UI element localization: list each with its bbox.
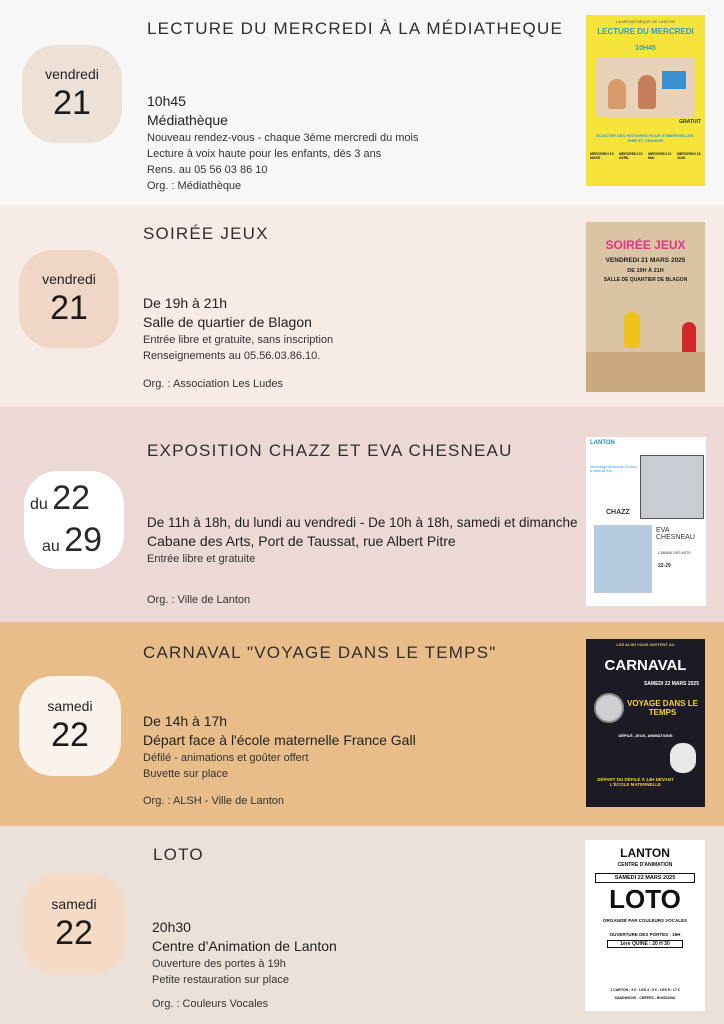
poster-town: LANTON bbox=[620, 846, 670, 860]
poster-organizer: ORGANISÉ PAR COULEURS VOCALES bbox=[603, 918, 687, 923]
poster-logo: LANTON bbox=[590, 440, 615, 446]
date-badge bbox=[19, 250, 119, 348]
poster-time: 10H45 bbox=[635, 45, 656, 52]
event-line: Petite restauration sur place bbox=[152, 974, 289, 986]
date-weekday: samedi bbox=[47, 698, 93, 714]
event-details bbox=[143, 712, 568, 812]
poster-date: VENDREDI 21 MARS 2025 bbox=[605, 257, 686, 264]
event-carnaval bbox=[0, 622, 724, 826]
event-line: Entrée libre et gratuite, sans inscription bbox=[143, 334, 334, 346]
game-pawn-icon bbox=[682, 322, 696, 356]
event-exposition bbox=[0, 407, 724, 622]
event-org: Org. : ALSH - Ville de Lanton bbox=[143, 795, 285, 807]
game-pawn-icon bbox=[624, 312, 640, 348]
event-title: EXPOSITION CHAZZ ET EVA CHESNEAU bbox=[147, 441, 513, 460]
book-icon bbox=[662, 71, 686, 89]
poster-title: LOTO bbox=[609, 884, 681, 914]
event-lecture bbox=[0, 0, 724, 205]
event-poster bbox=[585, 840, 705, 1011]
event-line: Défilé - animations et goûter offert bbox=[143, 752, 309, 764]
astronaut-icon bbox=[670, 743, 696, 773]
date-weekday: vendredi bbox=[42, 271, 96, 287]
event-poster bbox=[586, 437, 706, 606]
date-number: 21 bbox=[50, 289, 88, 327]
event-poster bbox=[586, 639, 705, 807]
poster-header: LES ALSH VOUS INVITENT AU bbox=[616, 642, 675, 647]
date-range-end bbox=[42, 521, 102, 560]
event-details bbox=[147, 513, 577, 605]
date-badge bbox=[24, 471, 124, 569]
poster-place: SALLE DE QUARTIER DE BLAGON bbox=[603, 277, 688, 283]
event-time: 20h30 bbox=[152, 919, 191, 935]
event-title: SOIRÉE JEUX bbox=[143, 224, 269, 243]
poster-free: GRATUIT bbox=[679, 119, 701, 125]
poster-dates bbox=[590, 152, 701, 160]
poster-photo bbox=[596, 57, 695, 117]
event-poster bbox=[586, 222, 705, 392]
poster-doors: OUVERTURE DES PORTES : 19H bbox=[609, 932, 681, 937]
event-details bbox=[143, 294, 568, 399]
event-place: Cabane des Arts, Port de Taussat, rue Albert Pitre bbox=[147, 533, 456, 549]
poster-date: MERCREDI 19 MARS bbox=[590, 152, 614, 160]
event-place: Salle de quartier de Blagon bbox=[143, 314, 312, 330]
date-number: 21 bbox=[53, 84, 91, 122]
date-from: 22 bbox=[52, 479, 91, 517]
poster-header: LA MÉDIATHÈQUE DE LANTON bbox=[616, 19, 675, 24]
poster-artist2: EVA CHESNEAU bbox=[656, 527, 695, 541]
poster-title: CARNAVAL bbox=[604, 657, 687, 674]
event-org: Org. : Association Les Ludes bbox=[143, 378, 284, 390]
date-weekday: samedi bbox=[51, 896, 97, 912]
artwork-image bbox=[640, 455, 704, 519]
event-time: De 19h à 21h bbox=[143, 295, 228, 311]
event-time: De 14h à 17h bbox=[143, 713, 228, 729]
child-figure-icon bbox=[638, 75, 656, 109]
event-poster bbox=[586, 15, 705, 186]
event-line: Lecture à voix haute pour les enfants, dès 3 ans bbox=[147, 148, 382, 160]
clock-icon bbox=[594, 693, 624, 723]
artwork-image bbox=[594, 525, 652, 593]
poster-date: MERCREDI 18 JUIN bbox=[677, 152, 701, 160]
event-org: Org. : Médiathèque bbox=[147, 180, 242, 192]
event-place: Médiathèque bbox=[147, 112, 228, 128]
poster-venue: CENTRE D'ANIMATION bbox=[617, 862, 673, 868]
date-range-start bbox=[30, 479, 90, 518]
poster-time: DE 19H À 21H bbox=[627, 268, 664, 274]
event-place: Départ face à l'école maternelle France Gall bbox=[143, 732, 416, 748]
event-time: De 11h à 18h, du lundi au vendredi - De 10h à 18h, samedi et dimanche bbox=[147, 515, 578, 530]
poster-note: Vernissage dimanche 23 mars à partir de 11h bbox=[590, 465, 638, 473]
event-line: Ouverture des portes à 19h bbox=[152, 958, 286, 970]
date-number: 22 bbox=[51, 716, 89, 754]
poster-start: DÉPART DU DÉFILÉ À 14H DEVANT L'ÉCOLE MATERNELLE bbox=[597, 777, 674, 787]
event-details bbox=[152, 918, 577, 1018]
event-details bbox=[147, 92, 572, 194]
event-org: Org. : Ville de Lanton bbox=[147, 594, 251, 606]
poster-dates: 22-29 bbox=[658, 563, 671, 569]
event-line: Buvette sur place bbox=[143, 768, 228, 780]
poster-title: LECTURE DU MERCREDI bbox=[597, 27, 694, 36]
poster-date: MERCREDI 23 AVRIL bbox=[619, 152, 643, 160]
poster-tagline: ÉCOUTER DES HISTOIRES POUR S'ÉMERVEILLER, RIRE ET GRANDIR bbox=[596, 133, 695, 143]
poster-prices: 1 CARTON : 3 € - LES 4 : 9 € - LES 6 : 17 € bbox=[610, 988, 680, 992]
event-title: LOTO bbox=[153, 845, 204, 864]
poster-theme: VOYAGE DANS LE TEMPS bbox=[627, 699, 698, 717]
poster-artist1: CHAZZ bbox=[606, 509, 630, 516]
poster-date: SAMEDI 22 MARS 2025 bbox=[643, 681, 699, 687]
event-org: Org. : Couleurs Vocales bbox=[152, 998, 269, 1010]
poster-food: SANDWICHS - CRÊPES - BOISSONS bbox=[614, 996, 676, 1000]
poster-title: SOIRÉE JEUX bbox=[605, 238, 686, 252]
child-figure-icon bbox=[608, 79, 626, 109]
event-soiree-jeux bbox=[0, 205, 724, 407]
poster-date: MERCREDI 21 MAI bbox=[648, 152, 672, 160]
date-to: 29 bbox=[64, 521, 103, 559]
event-line: Entrée libre et gratuite bbox=[147, 553, 256, 565]
date-badge bbox=[22, 874, 126, 974]
date-number: 22 bbox=[55, 914, 93, 952]
poster-date: SAMEDI 22 MARS 2025 bbox=[595, 873, 695, 883]
game-board bbox=[586, 352, 705, 392]
event-line: Nouveau rendez-vous - chaque 3ème mercredi du mois bbox=[147, 132, 419, 144]
date-from-word: du bbox=[30, 496, 48, 513]
event-title: CARNAVAL "VOYAGE DANS LE TEMPS" bbox=[143, 643, 497, 662]
date-to-word: au bbox=[42, 538, 60, 555]
event-place: Centre d'Animation de Lanton bbox=[152, 938, 337, 954]
event-loto bbox=[0, 826, 724, 1024]
event-line: Rens. au 05 56 03 86 10 bbox=[147, 164, 268, 176]
event-title: LECTURE DU MERCREDI À LA MÉDIATHEQUE bbox=[147, 19, 563, 38]
date-badge bbox=[22, 45, 122, 143]
poster-program: DÉFILÉ, JEUX, ANIMATIONS bbox=[618, 733, 673, 738]
poster-first: 1ère QUINE : 20 H 30 bbox=[607, 940, 683, 948]
date-weekday: vendredi bbox=[45, 66, 99, 82]
poster-venue: CABANE DES ARTS bbox=[658, 551, 691, 555]
event-time: 10h45 bbox=[147, 93, 186, 109]
date-badge bbox=[19, 676, 121, 776]
event-line: Renseignements au 05.56.03.86.10. bbox=[143, 350, 321, 362]
